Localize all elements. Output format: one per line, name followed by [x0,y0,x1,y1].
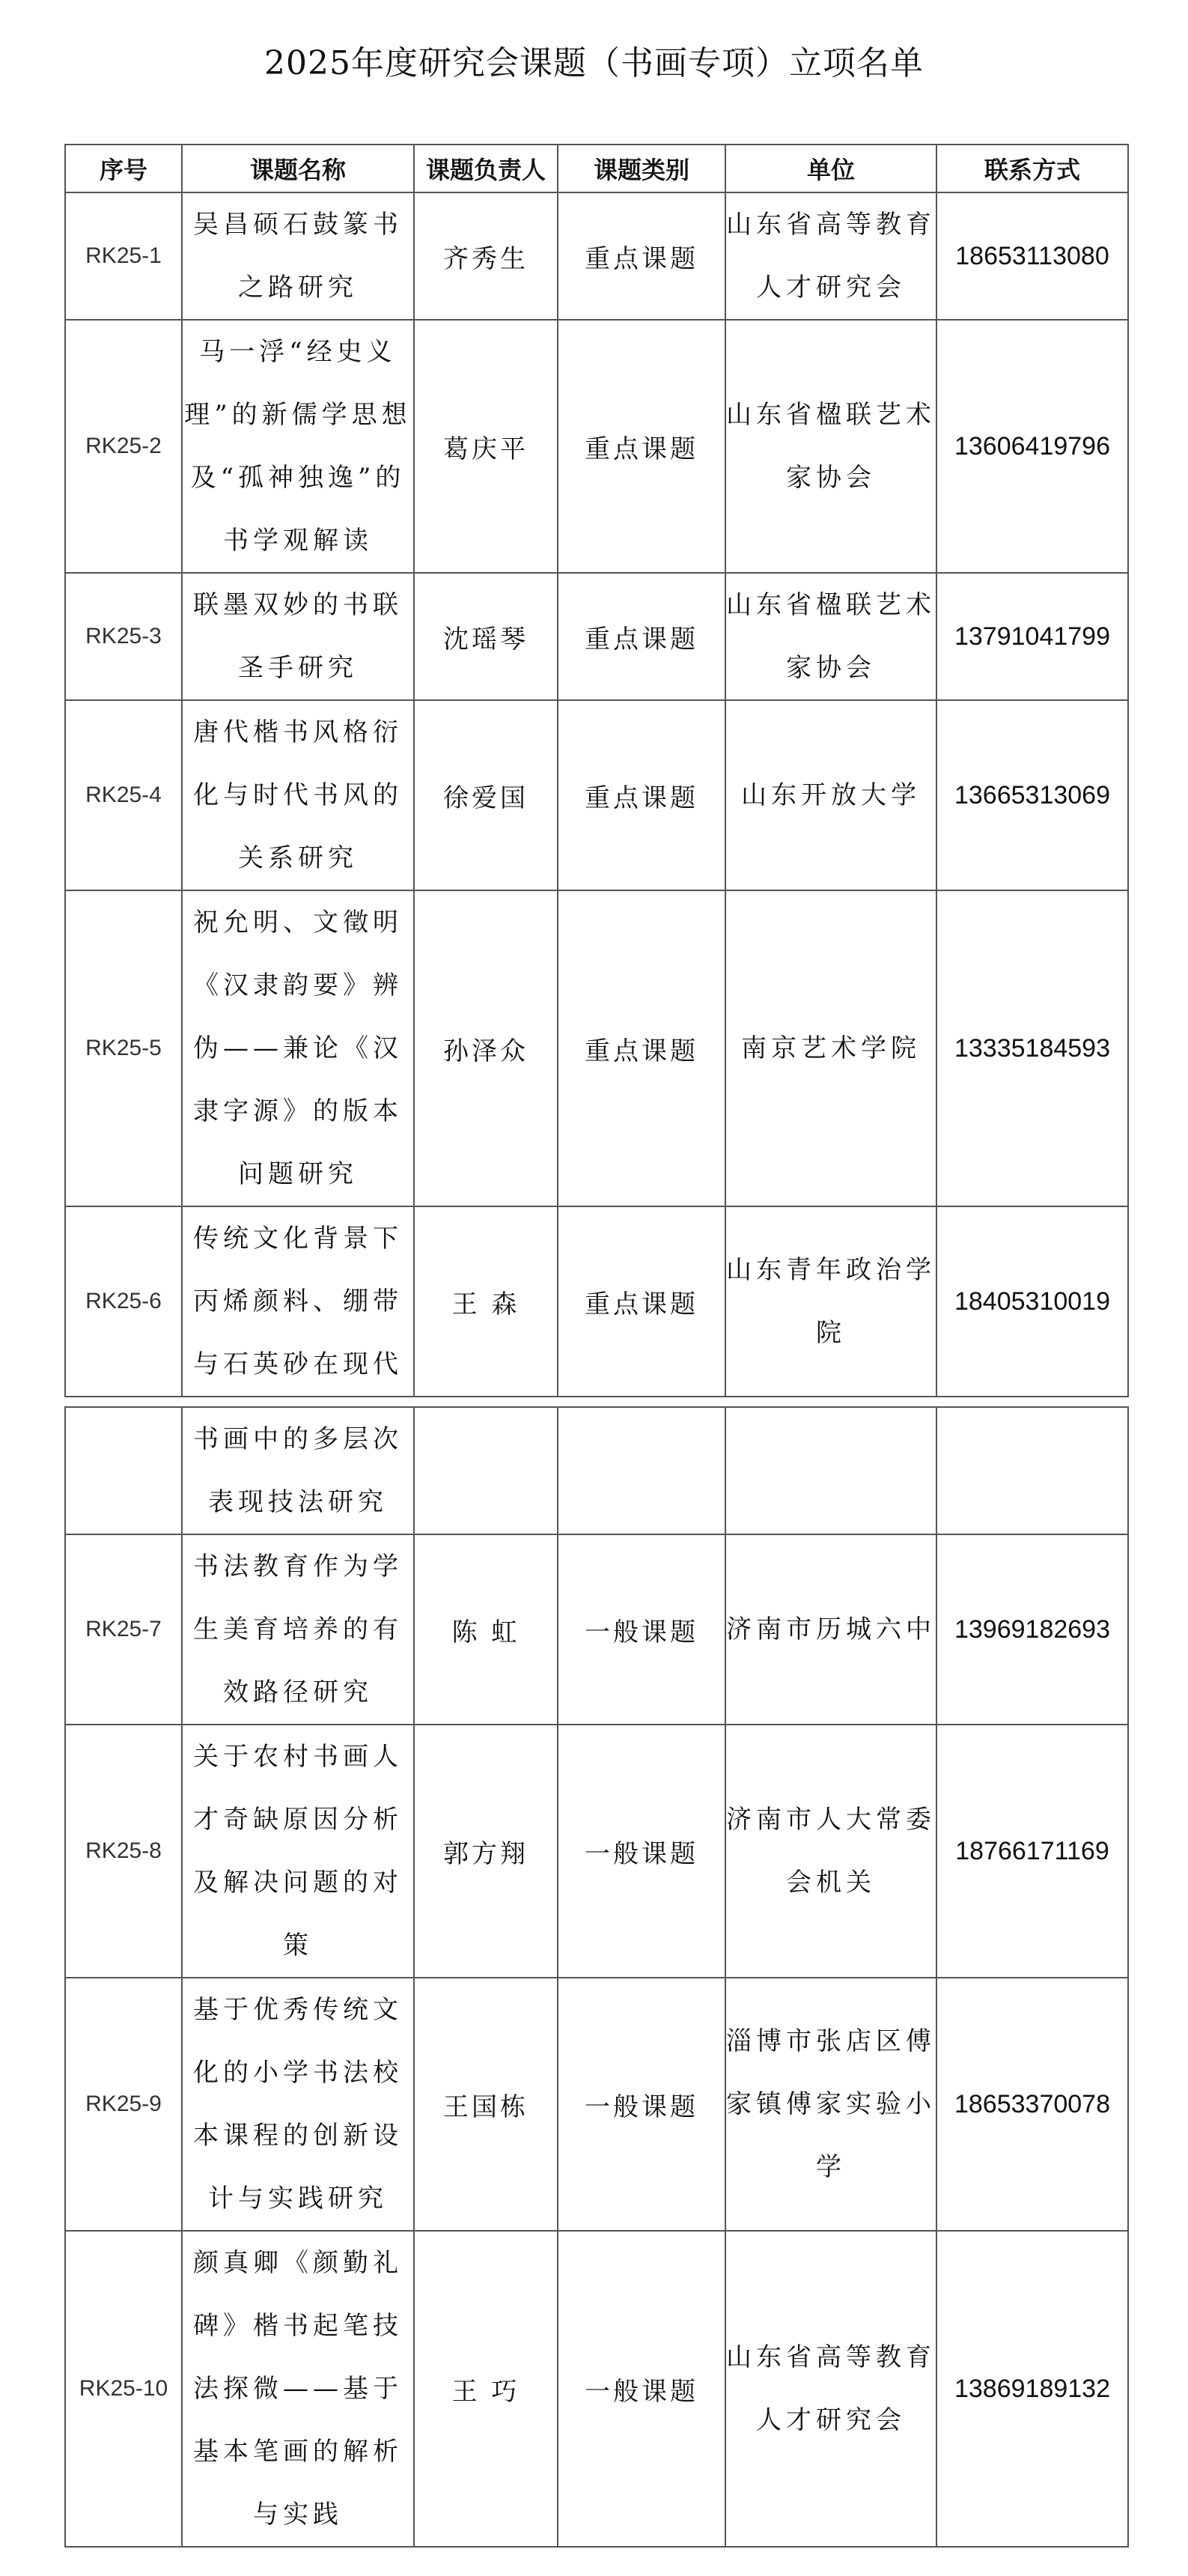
table-row-continuation [65,1407,1128,1534]
document-title: 2025年度研究会课题（书画专项）立项名单 [264,44,924,82]
row-leader [414,1407,558,1534]
row-seq [65,1407,182,1534]
table-row [65,1534,1128,1725]
row-seq: RK25-5 [65,890,182,1206]
row-phone: 13969182693 [936,1534,1128,1725]
row-topic: 吴昌硕石鼓篆书之路研究 [182,192,414,320]
row-category: 重点课题 [558,890,725,1206]
row-leader: 王 森 [414,1206,558,1397]
row-unit: 山东省楹联艺术家协会 [725,573,936,700]
row-phone: 18653113080 [936,192,1128,320]
table-header-row [65,145,1128,192]
table-row [65,192,1128,320]
row-unit: 山东省高等教育人才研究会 [725,192,936,320]
row-phone: 18405310019 [936,1206,1128,1397]
row-category: 重点课题 [558,192,725,320]
row-topic: 唐代楷书风格衍化与时代书风的关系研究 [182,700,414,890]
row-topic: 关于农村书画人才奇缺原因分析及解决问题的对策 [182,1725,414,1978]
table-row [65,1206,1128,1397]
row-category: 一般课题 [558,1534,725,1725]
row-seq: RK25-4 [65,700,182,890]
row-leader: 陈 虹 [414,1534,558,1725]
row-topic: 传统文化背景下丙烯颜料、绷带与石英砂在现代 [182,1206,414,1397]
row-phone: 18653370078 [936,1978,1128,2231]
table-row [65,573,1128,700]
row-seq: RK25-10 [65,2231,182,2547]
header-leader: 课题负责人 [414,145,558,192]
header-seq: 序号 [65,145,182,192]
row-leader: 沈瑶琴 [414,573,558,700]
row-leader: 王国栋 [414,1978,558,2231]
row-unit: 山东开放大学 [725,700,936,890]
row-unit: 济南市人大常委会机关 [725,1725,936,1978]
row-unit [725,1407,936,1534]
row-leader: 郭方翔 [414,1725,558,1978]
table-row [65,700,1128,890]
table-row [65,1725,1128,1978]
row-unit: 山东省楹联艺术家协会 [725,320,936,573]
row-topic: 书法教育作为学生美育培养的有效路径研究 [182,1534,414,1725]
row-category [558,1407,725,1534]
row-phone: 13665313069 [936,700,1128,890]
table-row [65,320,1128,573]
row-unit: 济南市历城六中 [725,1534,936,1725]
row-unit: 淄博市张店区傅家镇傅家实验小学 [725,1978,936,2231]
header-contact: 联系方式 [936,145,1128,192]
row-seq: RK25-8 [65,1725,182,1978]
row-topic: 基于优秀传统文化的小学书法校本课程的创新设计与实践研究 [182,1978,414,2231]
row-topic: 颜真卿《颜勤礼碑》楷书起笔技法探微——基于基本笔画的解析与实践 [182,2231,414,2547]
project-table-part-2 [64,1406,1129,2548]
row-leader: 王 巧 [414,2231,558,2547]
row-phone: 13791041799 [936,573,1128,700]
row-category: 重点课题 [558,573,725,700]
project-table-part-1 [64,144,1129,1397]
row-leader: 孙泽众 [414,890,558,1206]
row-phone: 13335184593 [936,890,1128,1206]
row-topic: 马一浮“经史义理”的新儒学思想及“孤神独逸”的书学观解读 [182,320,414,573]
row-phone [936,1407,1128,1534]
row-category: 一般课题 [558,1725,725,1978]
table-row [65,890,1128,1206]
row-phone: 18766171169 [936,1725,1128,1978]
row-category: 一般课题 [558,1978,725,2231]
row-phone: 13869189132 [936,2231,1128,2547]
row-phone: 13606419796 [936,320,1128,573]
row-topic: 联墨双妙的书联圣手研究 [182,573,414,700]
row-leader: 徐爱国 [414,700,558,890]
row-leader: 齐秀生 [414,192,558,320]
row-seq: RK25-3 [65,573,182,700]
row-leader: 葛庆平 [414,320,558,573]
row-unit: 南京艺术学院 [725,890,936,1206]
row-seq: RK25-2 [65,320,182,573]
row-unit: 山东省高等教育人才研究会 [725,2231,936,2547]
header-topic: 课题名称 [182,145,414,192]
row-seq: RK25-1 [65,192,182,320]
header-unit: 单位 [725,145,936,192]
row-seq: RK25-9 [65,1978,182,2231]
row-category: 重点课题 [558,1206,725,1397]
header-category: 课题类别 [558,145,725,192]
row-unit: 山东青年政治学院 [725,1206,936,1397]
row-topic: 祝允明、文徵明《汉隶韵要》辨伪——兼论《汉隶字源》的版本问题研究 [182,890,414,1206]
row-seq: RK25-6 [65,1206,182,1397]
table-row [65,1978,1128,2231]
row-category: 一般课题 [558,2231,725,2547]
row-seq: RK25-7 [65,1534,182,1725]
table-row [65,2231,1128,2547]
row-category: 重点课题 [558,320,725,573]
row-category: 重点课题 [558,700,725,890]
row-topic: 书画中的多层次表现技法研究 [182,1407,414,1534]
